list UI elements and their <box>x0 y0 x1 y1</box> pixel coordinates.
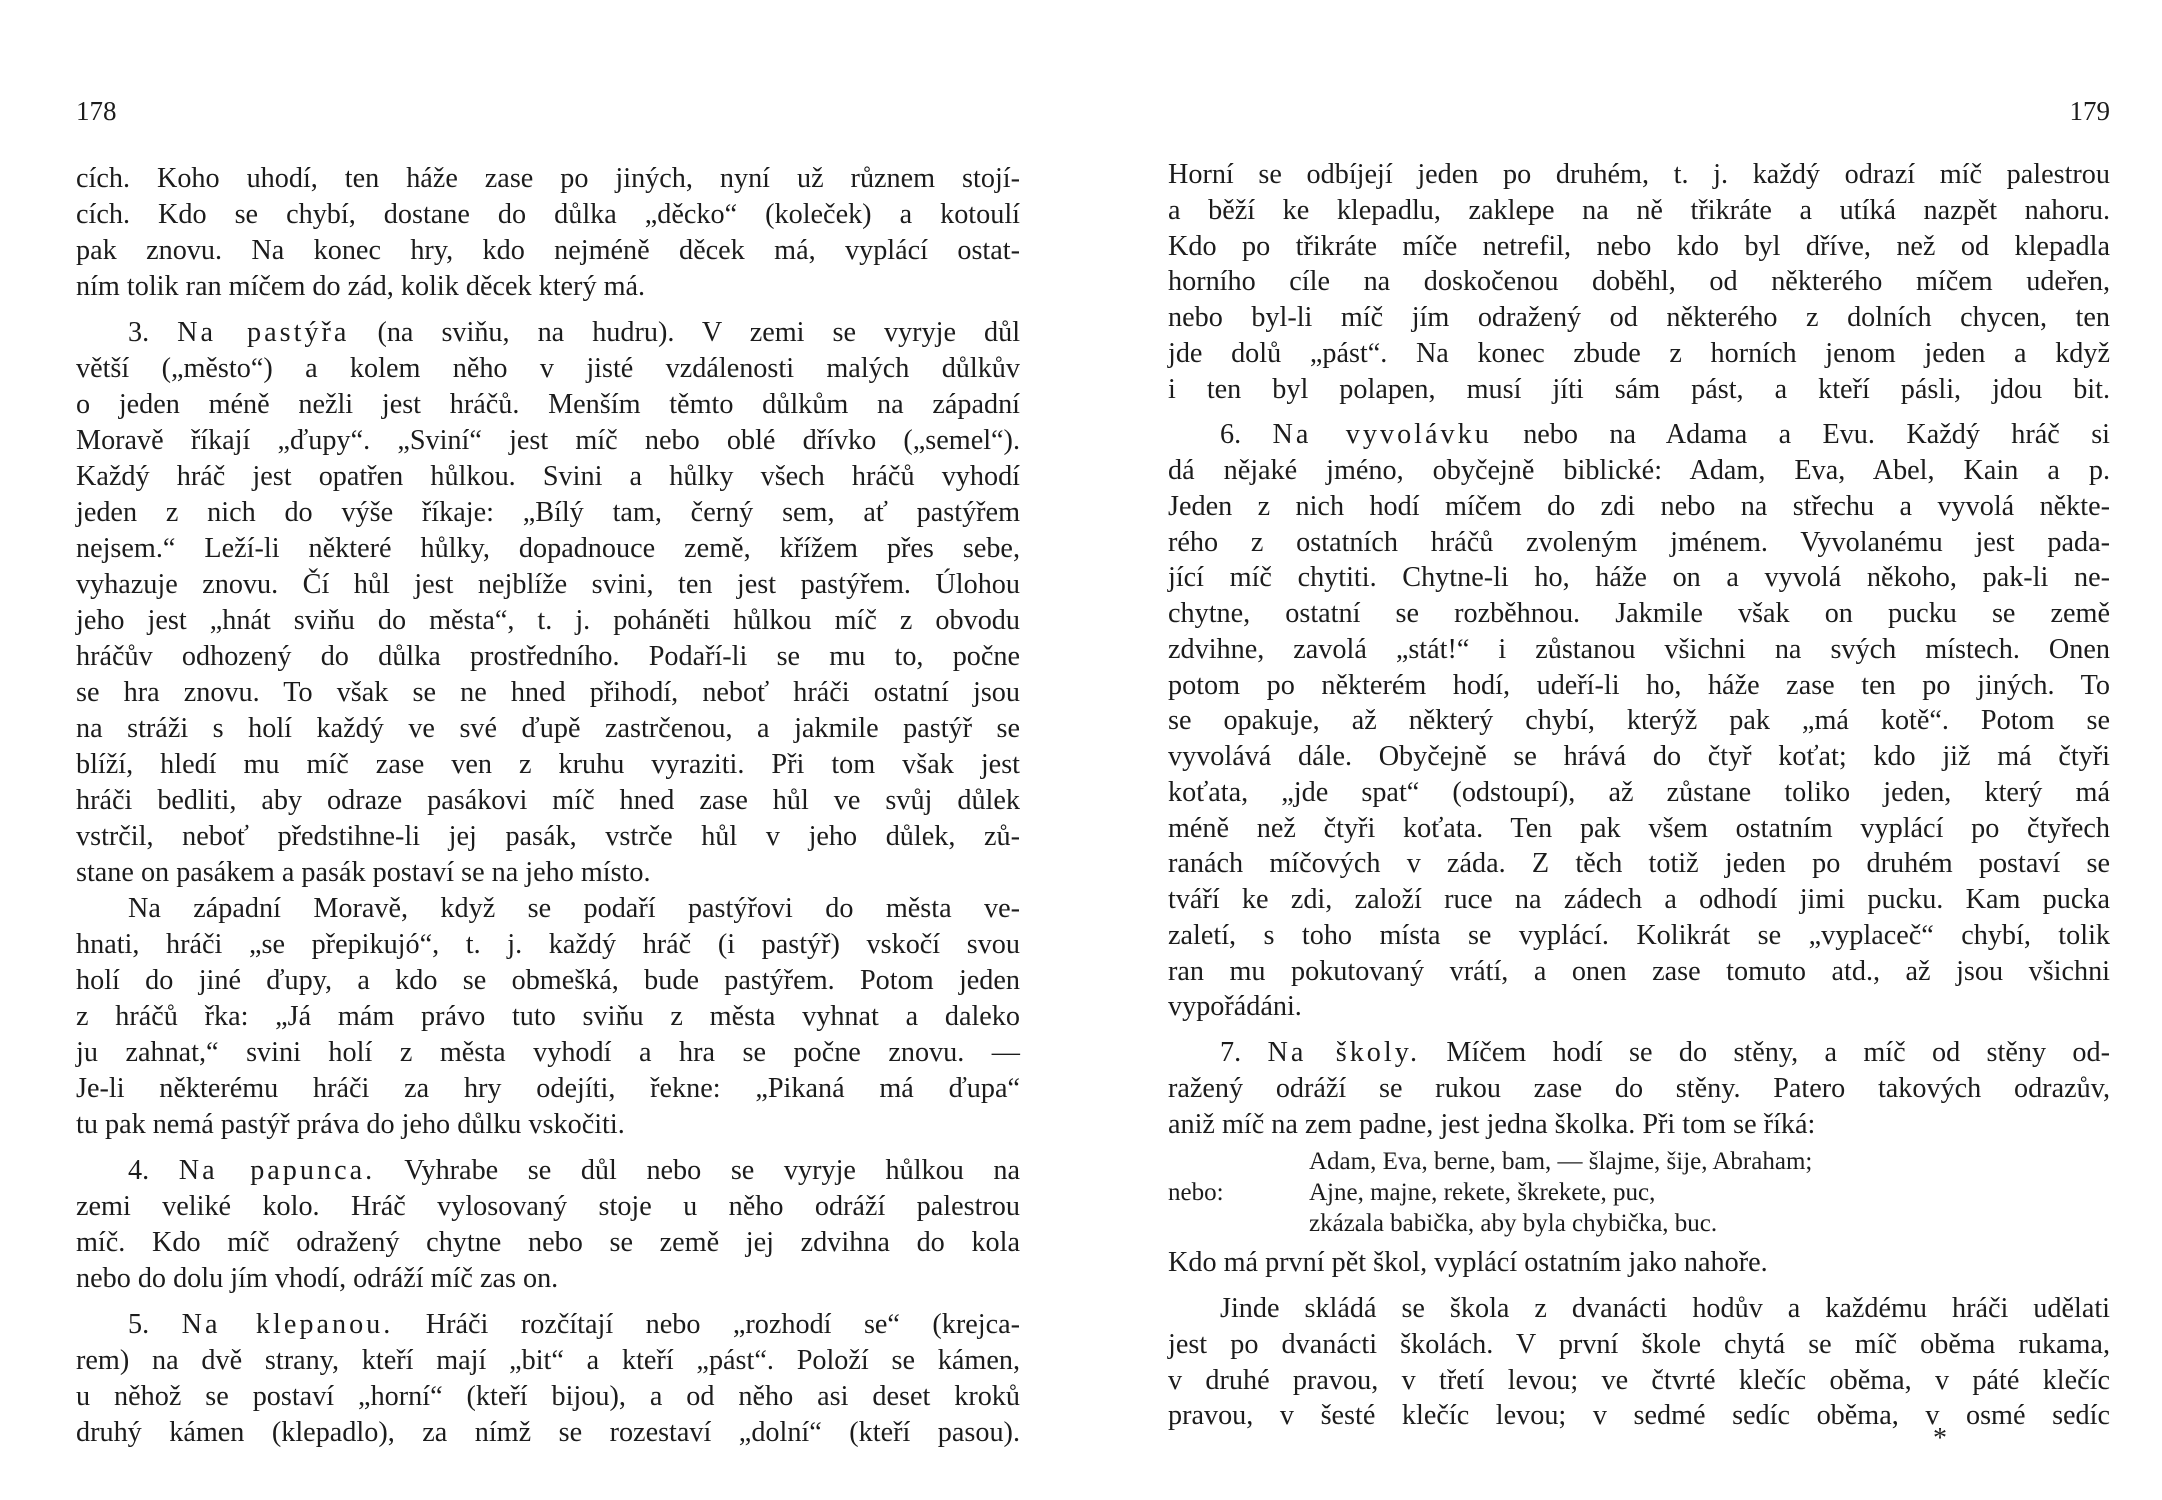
section-4-first-line <box>76 1153 1020 1189</box>
footnote-mark: * <box>1933 1423 1947 1454</box>
text-line: méně než čtyři koťata. Ten pak všem ostatním vyplácí po čtyřech <box>1168 812 2110 844</box>
text-line: v druhé pravou, v třetí levou; ve čtvrté klečíc oběma, v páté klečíc <box>1168 1364 2110 1396</box>
text-line: aniž míč na zem padne, jest jedna školka. Při tom se říká: <box>1168 1108 1816 1140</box>
section-number: 4. <box>128 1155 150 1186</box>
text-line: druhý kámen (klepadlo), za nímž se rozestaví „dolní“ (kteří pasou). <box>76 1417 1020 1448</box>
text-line: se hra znovu. To však se ne hned přihodí, neboť hráči ostatní jsou <box>76 677 1020 708</box>
text-line: dá nějaké jméno, obyčejně biblické: Adam, Eva, Abel, Kain a p. <box>1168 455 2110 486</box>
text-line: rého z ostatních hráčů zvoleným jménem. Vyvolanému jest pada- <box>1168 526 2110 558</box>
text-line: holí do jiné ďupy, a kdo se obmešká, bude pastýřem. Potom jeden <box>76 965 1020 996</box>
page-number-left: 178 <box>76 96 117 126</box>
text-line: Moravě říkají „ďupy“. „Sviní“ jest míč nebo oblé dřívko („semel“). <box>76 425 1020 456</box>
text-line: Míčem hodí se do stěny, a míč od stěny od- <box>1446 1037 2110 1068</box>
text-line: Jinde skládá se škola z dvanácti hodův a každému hráči udělati <box>1220 1293 2110 1324</box>
text-line: i ten byl polapen, musí jíti sám pást, a kteří pásli, jdou bit. <box>1168 373 2110 405</box>
text-line: nebo do dolu jím vhodí, odráží míč zas on. <box>76 1263 559 1294</box>
section-7-first-line <box>1168 1035 2110 1071</box>
text-line: zdvihne, zavolá „stát!“ i zůstanou všichni na svých místech. Onen <box>1168 633 2110 665</box>
text-line: jeho jest „hnát sviňu do města“, t. j. poháněti hůlkou míč z obvodu <box>76 605 1020 636</box>
text-line: pravou, v šesté klečíc levou; v sedmé sedíc oběma, v osmé sedíc <box>1168 1400 2110 1432</box>
text-line: stane on pasákem a pasák postaví se na jeho místo. <box>76 857 651 888</box>
text-line: jde dolů „pást“. Na konec zbude z horních jenom jeden a když <box>1168 337 2110 369</box>
text-line: ražený odráží se rukou zase do stěny. Patero takových odrazův, <box>1168 1072 2110 1104</box>
text-line: chytne, ostatní se rozběhnou. Jakmile však on pucku se země <box>1168 598 2110 629</box>
section-heading: Na papunca. <box>178 1155 376 1186</box>
right-page <box>1168 0 2110 1500</box>
text-line: jest po dvanácti školách. V první škole chytá se míč oběma rukama, <box>1168 1328 2110 1360</box>
text-line: zemi veliké kolo. Hráč vylosovaný stoje u něho odráží palestrou <box>76 1191 1020 1222</box>
rhyme-label: nebo: <box>1168 1179 1224 1207</box>
text-line: vypořádáni. <box>1168 991 1302 1023</box>
text-line: Jeden z nich hodí míčem do zdi nebo na střechu a vyvolá někte- <box>1168 490 2110 522</box>
text-line: tu pak nemá pastýř práva do jeho důlku vskočiti. <box>76 1109 625 1140</box>
text-line: se opakuje, až některý chybí, kterýž pak „má kotě“. Potom se <box>1168 705 2110 737</box>
section-5-first-line <box>76 1307 1020 1343</box>
text-line: tváří ke zdi, založí ruce na zádech a odhodí jimi pucku. Kam pucka <box>1168 884 2110 915</box>
text-line: u něhož se postaví „horní“ (kteří bijou), a od něho asi deset kroků <box>76 1381 1020 1412</box>
text-line: ran mu pokutovaný vrátí, a onen zase tomuto atd., až jsou všichni <box>1168 955 2110 987</box>
text-line: potom po některém hodí, udeří-li ho, háže zase ten po jiných. To <box>1168 669 2110 701</box>
text-line: blíží, hledí mu míč zase ven z kruhu vyraziti. Při tom však jest <box>76 749 1020 780</box>
rhyme-line: zkázala babička, aby byla chybička, buc. <box>1309 1210 1718 1238</box>
text-line: míč. Kdo míč odražený chytne nebo se země jej zdvihna do kola <box>76 1227 1020 1258</box>
section-number: 6. <box>1220 419 1242 451</box>
right-page-text <box>1168 157 2110 1434</box>
text-line: koťata, „jde spat“ (odstoupí), až zůstane toliko jeden, který má <box>1168 776 2110 808</box>
rhyme-row <box>1168 1177 2110 1208</box>
section-heading: Na pastýřa <box>177 317 350 348</box>
section-heading: Na vyvolávku <box>1272 419 1492 451</box>
text-line: hnati, hráči „se přepikujó“, t. j. každý hráč (i pastýř) vskočí svou <box>76 929 1020 960</box>
section-heading: Na školy. <box>1267 1037 1421 1068</box>
text-line: horního cíle na doskočenou doběhl, od některého míčem udeřen, <box>1168 266 2110 298</box>
text-line: Je-li některému hráči za hry odejíti, řekne: „Pikaná má ďupa“ <box>76 1073 1020 1104</box>
text-line: rem) na dvě strany, kteří mají „bit“ a kteří „pást“. Položí se kámen, <box>76 1345 1020 1376</box>
text-line: vstrčil, neboť předstihne-li jej pasák, vstrče hůl v jeho důlek, zů- <box>76 821 1020 852</box>
text-line: Vyhrabe se důl nebo se vyryje hůlkou na <box>404 1155 1021 1186</box>
section-heading: Na klepanou. <box>181 1309 394 1340</box>
rhyme-line: Ajne, majne, rekete, škrekete, puc, <box>1309 1179 1656 1207</box>
text-line: hráčův odhozený do důlka prostředního. Podaří-li se mu to, počne <box>76 641 1020 672</box>
text-line: na stráži s holí každý ve své ďupě zastrčenou, a jakmile pastýř se <box>76 713 1020 744</box>
section-6-first-line <box>1168 417 2110 453</box>
text-line: ju zahnat,“ svini holí z města vyhodí a hra se počne znovu. — <box>76 1037 1020 1068</box>
section-number: 5. <box>128 1309 150 1340</box>
left-page <box>76 0 1020 1500</box>
section-3-first-line <box>76 315 1020 351</box>
rhyme-row <box>1168 1146 2110 1177</box>
text-line: cích. Kdo se chybí, dostane do důlka „děcko“ (koleček) a kotoulí <box>76 199 1020 230</box>
rhyme-line: Adam, Eva, berne, bam, — šlajme, šije, Abraham; <box>1309 1148 1813 1176</box>
text-line: cích. Koho uhodí, ten háže zase po jiných, nyní už různem stojí- <box>76 163 1020 194</box>
text-line: nebo byl-li míč jím odražený od některého z dolních chycen, ten <box>1168 302 2110 333</box>
text-line: jící míč chytiti. Chytne-li ho, háže on a vyvolá někoho, pak-li ne- <box>1168 562 2110 594</box>
text-line: Kdo má první pět škol, vyplácí ostatním jako nahoře. <box>1168 1247 1768 1279</box>
text-line: Na západní Moravě, když se podaří pastýřovi do města ve- <box>128 893 1020 924</box>
text-line: Každý hráč jest opatřen hůlkou. Svini a hůlky všech hráčů vyhodí <box>76 461 1020 492</box>
section-number: 7. <box>1220 1037 1242 1068</box>
text-line: o jeden méně nežli jest hráčů. Menším těmto důlkům na západní <box>76 389 1020 420</box>
text-line: ním tolik ran míčem do zád, kolik děcek který má. <box>76 271 646 302</box>
text-line: ranách míčových v záda. Z těch totiž jeden po druhém postaví se <box>1168 848 2110 880</box>
text-line: (na sviňu, na hudru). V zemi se vyryje důl <box>377 317 1021 348</box>
text-line: a běží ke klepadlu, zaklepe na ně třikráte a utíká nazpět nahoru. <box>1168 194 2110 226</box>
text-line: pak znovu. Na konec hry, kdo nejméně děcek má, vyplácí ostat- <box>76 235 1020 266</box>
text-line: nejsem.“ Leží-li některé hůlky, dopadnouce země, křížem přes sebe, <box>76 533 1020 564</box>
text-line: jeden z nich do výše říkaje: „Bílý tam, černý sem, ať pastýřem <box>76 497 1020 528</box>
text-line: zaletí, s toho místa se vyplácí. Kolikrát se „vyplaceč“ chybí, tolik <box>1168 919 2110 951</box>
text-line: větší („město“) a kolem něho v jisté vzdálenosti malých důlkův <box>76 353 1020 384</box>
text-line: z hráčů řka: „Já mám právo tuto sviňu z města vyhnat a daleko <box>76 1001 1020 1032</box>
counting-rhyme <box>1168 1146 2110 1239</box>
text-line: Hráči rozčítají nebo „rozhodí se“ (krejca- <box>425 1309 1021 1340</box>
text-line: nebo na Adama a Evu. Každý hráč si <box>1523 419 2110 451</box>
text-line: hráči bedliti, aby odraze pasákovi míč hned zase hůl ve svůj důlek <box>76 785 1020 816</box>
text-line: Horní se odbíjejí jeden po druhém, t. j. každý odrazí míč palestrou <box>1168 159 2110 190</box>
left-page-text <box>76 161 1020 1451</box>
text-line: Kdo po třikráte míče netrefil, nebo kdo byl dříve, než od klepadla <box>1168 230 2110 262</box>
section-number: 3. <box>128 317 150 348</box>
page-number-right: 179 <box>2069 96 2110 126</box>
rhyme-row <box>1168 1208 2110 1239</box>
text-line: vyvolává dále. Obyčejně se hrává do čtyř koťat; kdo již má čtyři <box>1168 741 2110 772</box>
text-line: vyhazuje znovu. Čí hůl jest nejblíže svini, ten jest pastýřem. Úlohou <box>76 569 1020 600</box>
